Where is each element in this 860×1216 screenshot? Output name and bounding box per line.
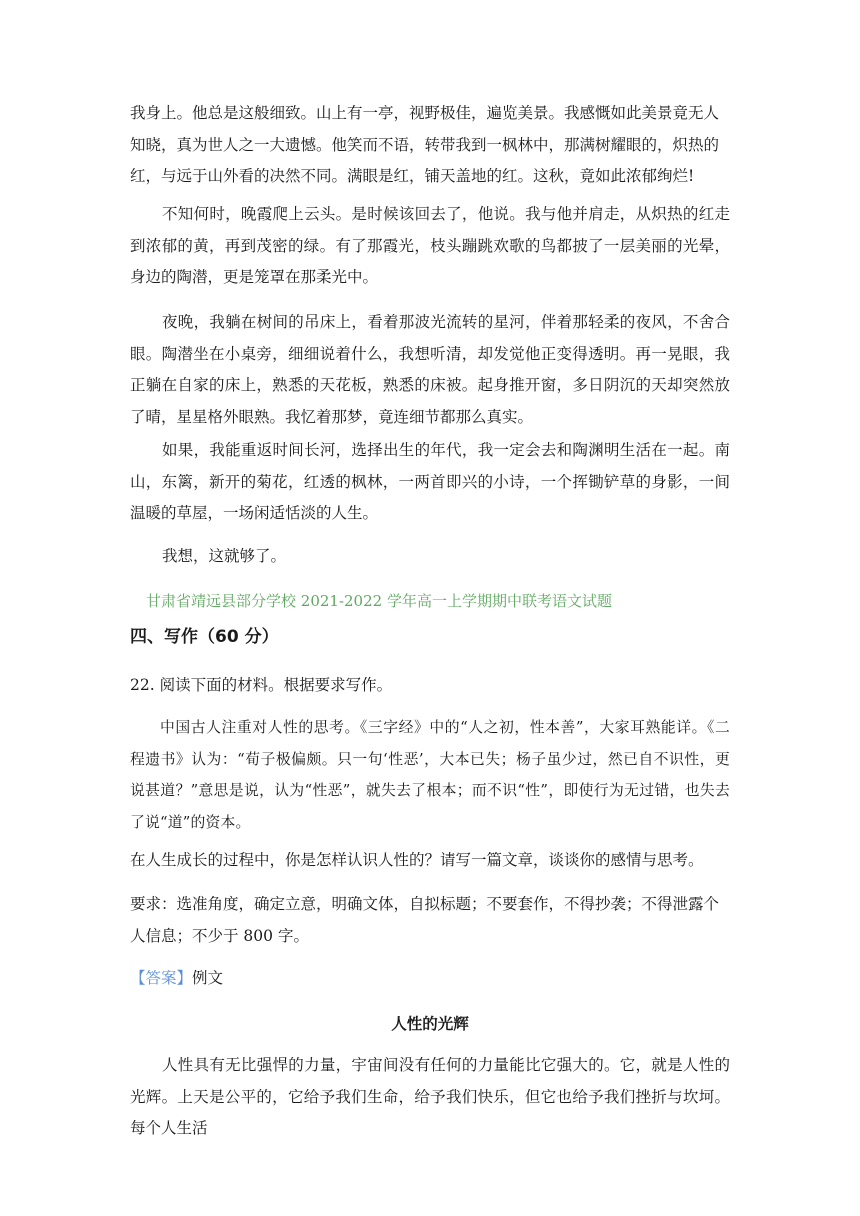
- source-citation: 甘肃省靖远县部分学校 2021-2022 学年高一上学期期中联考语文试题: [146, 592, 612, 610]
- paragraph-if-return: 如果，我能重返时间长河，选择出生的年代，我一定会去和陶渊明生活在一起。南山，东篱，新开的菊花，红透的枫林，一两首即兴的小诗，一个挥锄铲草的身影，一间温暖的草屋，一场闲适恬淡的人生。: [130, 441, 730, 522]
- material-paragraph: 中国古人注重对人性的思考。《三字经》中的“人之初，性本善”，大家耳熟能详。《二程遗书》认为：“荀子极偏颇。只一句‘性恶’，大本已失；杨子虽少过，然已自不识性，更说甚道？”意思是说，认为“性恶”，就失去了根本；而不识“性”，即使行为无过错，也失去了说“道”的资本。: [130, 719, 730, 831]
- section-heading: 四、写作（60 分）: [130, 627, 279, 647]
- answer-tag: 【答案】: [130, 969, 193, 987]
- paragraph-night: 夜晚，我躺在树间的吊床上，看着那波光流转的星河，伴着那轻柔的夜风，不舍合眼。陶潜坐在小桌旁，细细说着什么，我想听清，却发觉他正变得透明。再一晃眼，我正躺在自家的床上，熟悉的天花板，熟悉的床被。起身推开窗，多日阴沉的天却突然放了晴，星星格外眼熟。我忆着那梦，竟连细节都那么真实。: [130, 313, 730, 426]
- writing-task: 在人生成长的过程中，你是怎样认识人性的？请写一篇文章，谈谈你的感情与思考。: [130, 851, 704, 869]
- paragraph-continuation: 我身上。他总是这般细致。山上有一亭，视野极佳，遍览美景。我感慨如此美景竟无人知晓，真为世人之一大遗憾。他笑而不语，转带我到一枫林中，那满树耀眼的，炽热的红，与远于山外看的决然不同。满眼是红，铺天盖地的红。这秋，竟如此浓郁绚烂!: [130, 104, 720, 185]
- writing-requirements: 要求：选准角度，确定立意，明确文体，自拟标题；不要套作，不得抄袭；不得泄露个人信息；不少于 800 字。: [130, 895, 720, 945]
- essay-title: 人性的光辉: [391, 1014, 469, 1033]
- paragraph-sunset: 不知何时，晚霞爬上云头。是时候该回去了，他说。我与他并肩走，从炽热的红走到浓郁的黄，再到茂密的绿。有了那霞光，枝头蹦跳欢歌的鸟都披了一层美丽的光晕，身边的陶潜，更是笼罩在那柔光中。: [130, 205, 730, 286]
- paragraph-enough: 我想，这就够了。: [162, 547, 287, 565]
- answer-line: [130, 963, 730, 995]
- essay-paragraph: 人性具有无比强悍的力量，宇宙间没有任何的力量能比它强大的。它，就是人性的光辉。上天是公平的，它给予我们生命，给予我们快乐，但它也给予我们挫折与坎坷。每个人生活: [130, 1056, 730, 1137]
- question-prompt: 22. 阅读下面的材料。根据要求写作。: [130, 676, 393, 694]
- answer-label: 例文: [192, 969, 224, 987]
